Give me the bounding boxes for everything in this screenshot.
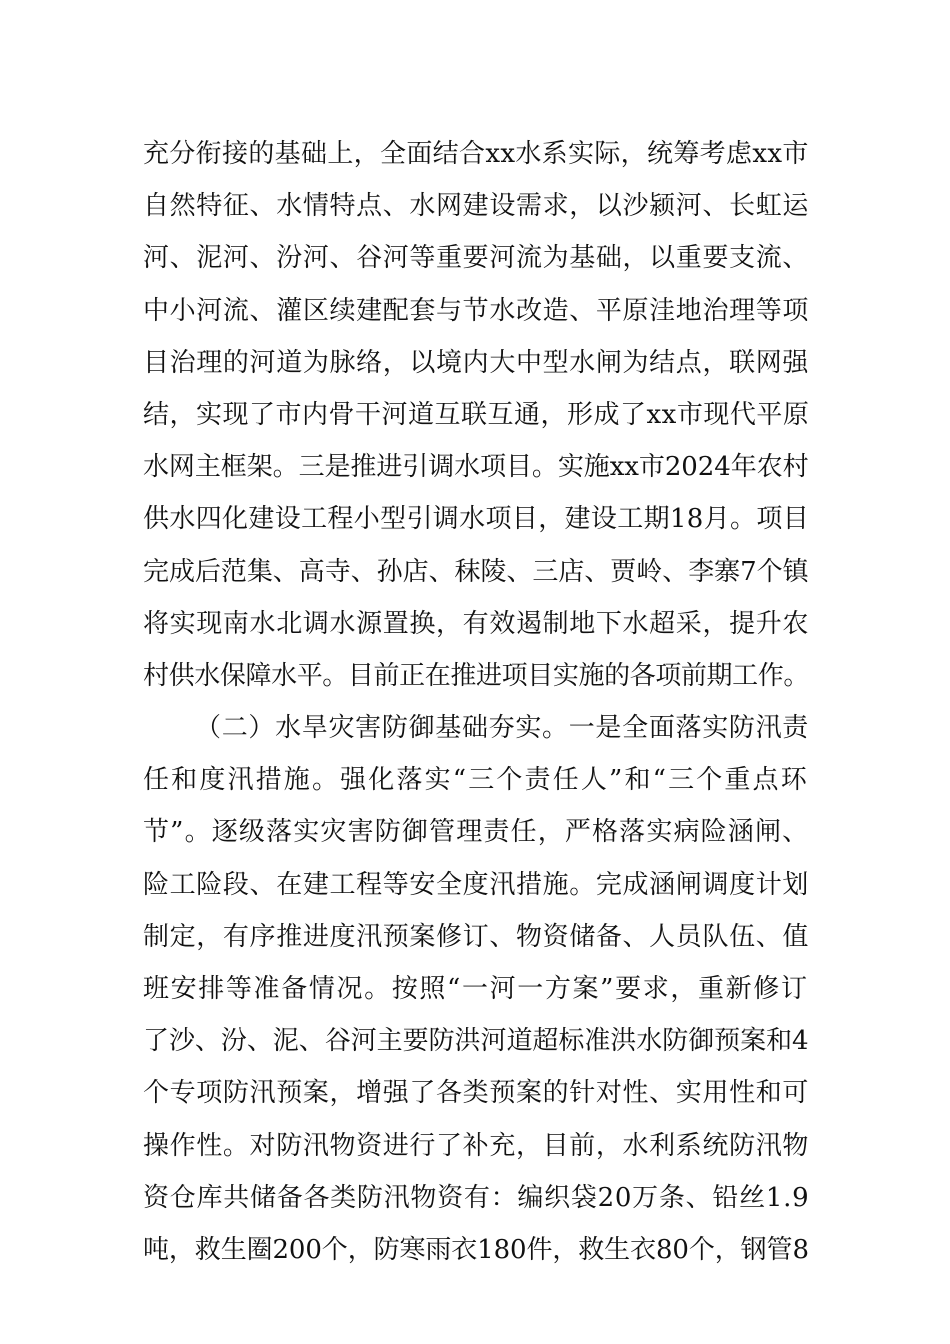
text-line-13: [143, 754, 809, 806]
text-line-2: [143, 180, 809, 232]
text-line-content: 水网主框架。三是推进引调水项目。实施xx市2024年农村: [143, 452, 809, 483]
text-line-6: [143, 389, 809, 441]
section-heading-line: [143, 702, 809, 754]
text-line-content: 班安排等准备情况。按照“一河一方案”要求，重新修订: [143, 974, 809, 1004]
text-line-content: 自然特征、水情特点、水网建设需求，以沙颍河、长虹运: [143, 191, 810, 222]
text-line-content: 制定，有序推进度汛预案修订、物资储备、人员队伍、值: [143, 921, 810, 952]
text-line-7: [143, 441, 809, 493]
text-line-21: [143, 1172, 809, 1224]
text-line-content: 完成后范集、高寺、孙店、秣陵、三店、贾岭、李寨7个镇: [143, 556, 809, 587]
text-line-content: 河、泥河、汾河、谷河等重要河流为基础，以重要支流、: [143, 243, 810, 274]
text-line-20: [143, 1120, 809, 1172]
text-line-22: [143, 1224, 809, 1276]
text-line-content: 个专项防汛预案，增强了各类预案的针对性、实用性和可: [143, 1078, 810, 1109]
text-line-content: 供水四化建设工程小型引调水项目，建设工期18月。项目: [143, 504, 810, 535]
text-line-content: 充分衔接的基础上，全面结合xx水系实际，统筹考虑xx市: [143, 139, 809, 169]
text-line-content: 吨，救生圈200个，防寒雨衣180件，救生衣80个，钢管8: [143, 1234, 809, 1265]
text-line-1: [143, 128, 809, 180]
text-line-content: （二）水旱灾害防御基础夯实。一是全面落实防汛责: [195, 713, 810, 744]
text-line-content: 资仓库共储备各类防汛物资有：编织袋20万条、铅丝1.9: [143, 1182, 810, 1213]
text-line-content: 结，实现了市内骨干河道互联互通，形成了xx市现代平原: [143, 399, 810, 430]
text-line-14: [143, 806, 809, 858]
text-line-content: 村供水保障水平。目前正在推进项目实施的各项前期工作。: [143, 660, 810, 691]
text-line-17: [143, 963, 809, 1015]
text-line-18: [143, 1015, 809, 1067]
text-line-5: [143, 337, 809, 389]
text-line-19: [143, 1067, 809, 1119]
text-line-9: [143, 546, 809, 598]
text-line-content: 了沙、汾、泥、谷河主要防洪河道超标准洪水防御预案和4: [143, 1026, 809, 1057]
text-line-content: 将实现南水北调水源置换，有效遏制地下水超采，提升农: [143, 608, 810, 639]
text-line-10: [143, 598, 809, 650]
text-line-content: 操作性。对防汛物资进行了补充，目前，水利系统防汛物: [143, 1130, 810, 1161]
text-line-content: 险工险段、在建工程等安全度汛措施。完成涵闸调度计划: [143, 869, 810, 900]
text-line-4: [143, 285, 809, 337]
text-line-8: [143, 493, 809, 545]
text-line-15: [143, 859, 809, 911]
text-line-3: [143, 232, 809, 284]
text-line-16: [143, 911, 809, 963]
body-text: [143, 128, 809, 1276]
text-line-content: 目治理的河道为脉络，以境内大中型水闸为结点，联网强: [143, 347, 810, 378]
text-line-content: 任和度汛措施。强化落实“三个责任人”和“三个重点环: [143, 765, 809, 796]
text-line-content: 节”。逐级落实灾害防御管理责任，严格落实病险涵闸、: [143, 817, 810, 848]
text-line-content: 中小河流、灌区续建配套与节水改造、平原洼地治理等项: [143, 295, 810, 326]
text-line-11: [143, 650, 809, 702]
